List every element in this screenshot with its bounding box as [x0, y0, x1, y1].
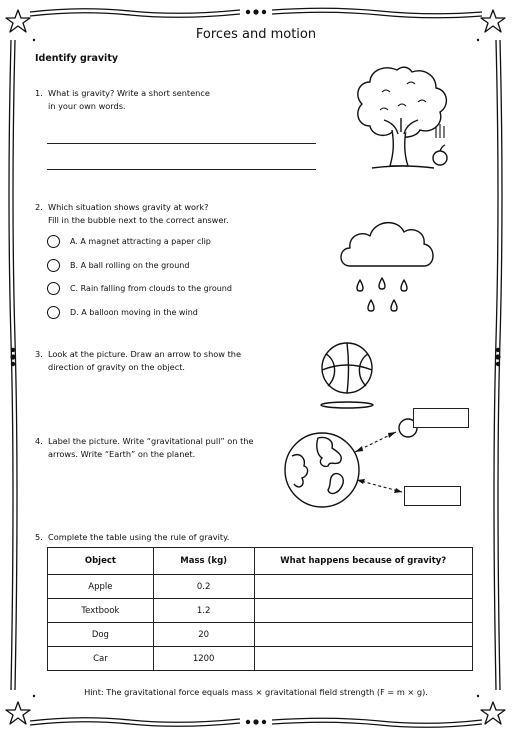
option-label: D. A balloon moving in the wind [70, 308, 198, 317]
question-number: 1. [35, 88, 43, 98]
question-text-line2: in your own words. [48, 101, 126, 111]
radio-bubble[interactable] [47, 259, 60, 272]
question-text-line1: Which situation shows gravity at work? [48, 202, 209, 212]
answer-cell[interactable] [254, 623, 472, 647]
option-label: A. A magnet attracting a paper clip [70, 237, 211, 246]
question-3 [35, 348, 295, 378]
column-header-effect: What happens because of gravity? [254, 548, 472, 575]
mass-cell: 20 [153, 623, 254, 647]
table-header-row [48, 548, 473, 575]
mass-cell: 1.2 [153, 599, 254, 623]
object-cell: Car [48, 647, 154, 671]
question-text-line2: direction of gravity on the object. [48, 362, 186, 372]
column-header-mass: Mass (kg) [153, 548, 254, 575]
hint-text: Hint: The gravitational force equals mass × gravitational field strength (F = m × g). [84, 687, 428, 697]
radio-bubble[interactable] [47, 306, 60, 319]
question-2 [35, 201, 355, 231]
question-number: 5. [35, 532, 43, 542]
answer-option-d[interactable] [47, 306, 307, 322]
answer-line-1[interactable] [47, 143, 316, 144]
mass-cell: 1200 [153, 647, 254, 671]
column-header-object: Object [48, 548, 154, 575]
answer-cell[interactable] [254, 647, 472, 671]
radio-bubble[interactable] [47, 235, 60, 248]
question-1 [35, 87, 335, 117]
answer-cell[interactable] [254, 575, 472, 599]
section-title: Identify gravity [35, 53, 119, 64]
rain-cloud-icon [336, 210, 440, 318]
question-text-line1: Look at the picture. Draw an arrow to show the [48, 349, 242, 359]
object-cell: Dog [48, 623, 154, 647]
tree-with-apple-icon [352, 62, 462, 180]
question-text-line1: Label the picture. Write “gravitational pull” on the [48, 436, 254, 446]
object-cell: Apple [48, 575, 154, 599]
object-cell: Textbook [48, 599, 154, 623]
answer-option-c[interactable] [47, 282, 307, 298]
question-5 [35, 531, 295, 546]
question-number: 2. [35, 202, 43, 212]
label-box-top[interactable] [413, 408, 469, 428]
table-row [48, 599, 473, 623]
answer-option-b[interactable] [47, 259, 307, 275]
answer-line-2[interactable] [47, 169, 316, 170]
question-text-line1: Complete the table using the rule of gravity. [48, 532, 230, 542]
option-label: B. A ball rolling on the ground [70, 261, 190, 270]
question-text-line2: Fill in the bubble next to the correct answer. [48, 215, 229, 225]
question-text-line1: What is gravity? Write a short sentence [48, 88, 210, 98]
table-row [48, 647, 473, 671]
option-label: C. Rain falling from clouds to the ground [70, 284, 232, 293]
radio-bubble[interactable] [47, 282, 60, 295]
question-text-line2: arrows. Write “Earth” on the planet. [48, 449, 196, 459]
mass-cell: 0.2 [153, 575, 254, 599]
basketball-icon [314, 340, 380, 412]
table-row [48, 623, 473, 647]
answer-cell[interactable] [254, 599, 472, 623]
label-box-bottom[interactable] [404, 486, 461, 506]
table-row [48, 575, 473, 599]
answer-option-a[interactable] [47, 235, 307, 251]
question-number: 3. [35, 349, 43, 359]
question-4 [35, 435, 295, 465]
page-title: Forces and motion [195, 27, 317, 42]
question-number: 4. [35, 436, 43, 446]
gravity-table [47, 547, 473, 671]
